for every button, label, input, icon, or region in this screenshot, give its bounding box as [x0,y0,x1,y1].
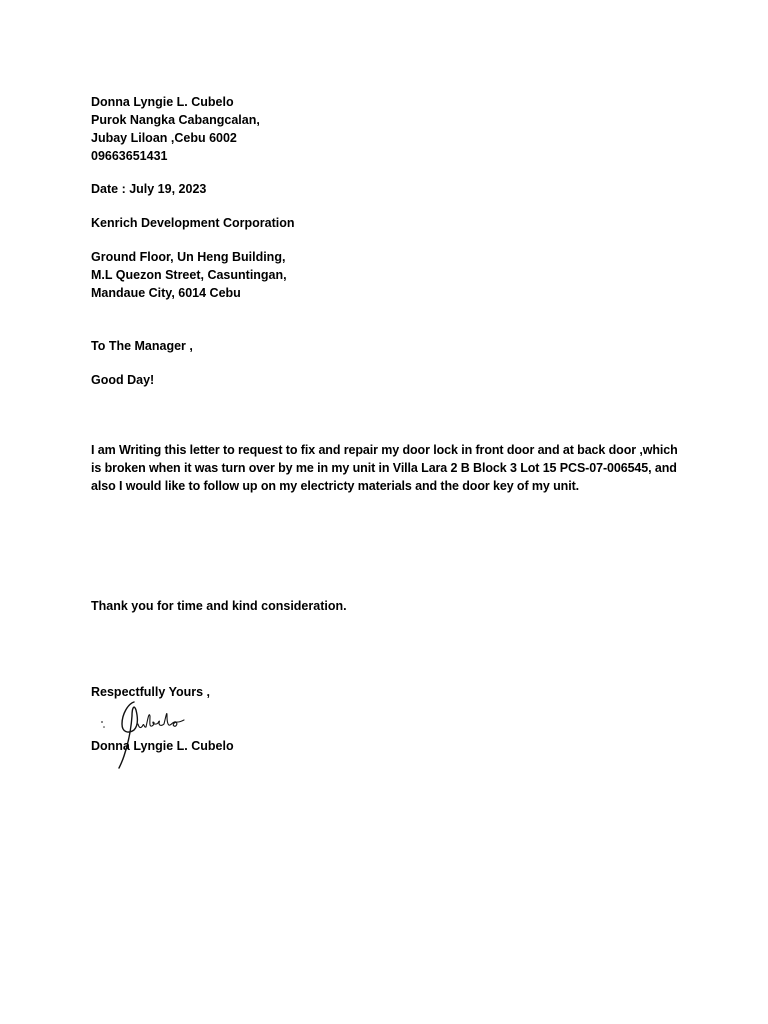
signer-name: Donna Lyngie L. Cubelo [91,739,234,753]
sender-phone: 09663651431 [91,149,168,163]
sender-name: Donna Lyngie L. Cubelo [91,95,234,109]
thanks-line: Thank you for time and kind consideration. [91,599,347,613]
recipient-address [91,248,287,302]
recipient-address-line2: M.L Quezon Street, Casuntingan, [91,268,287,282]
letter-body [91,441,691,495]
sender-address-line1: Purok Nangka Cabangcalan, [91,113,260,127]
handwritten-signature [98,696,194,770]
sender-address-line2: Jubay Liloan ,Cebu 6002 [91,131,237,145]
recipient-address-line3: Mandaue City, 6014 Cebu [91,286,241,300]
sender-block [91,93,260,165]
recipient-address-line1: Ground Floor, Un Heng Building, [91,250,286,264]
body-line3: also I would like to follow up on my electricty materials and the door key of my unit. [91,479,580,493]
recipient-company: Kenrich Development Corporation [91,216,295,230]
body-line1: I am Writing this letter to request to fix and repair my door lock in front door and at back door ,which [91,443,678,457]
greeting: Good Day! [91,373,155,387]
salutation: To The Manager , [91,339,193,353]
closing-line: Respectfully Yours , [91,685,211,699]
body-line2: is broken when it was turn over by me in my unit in Villa Lara 2 B Block 3 Lot 15 PCS-07-006545, and [91,461,677,475]
date-line: Date : July 19, 2023 [91,182,207,196]
